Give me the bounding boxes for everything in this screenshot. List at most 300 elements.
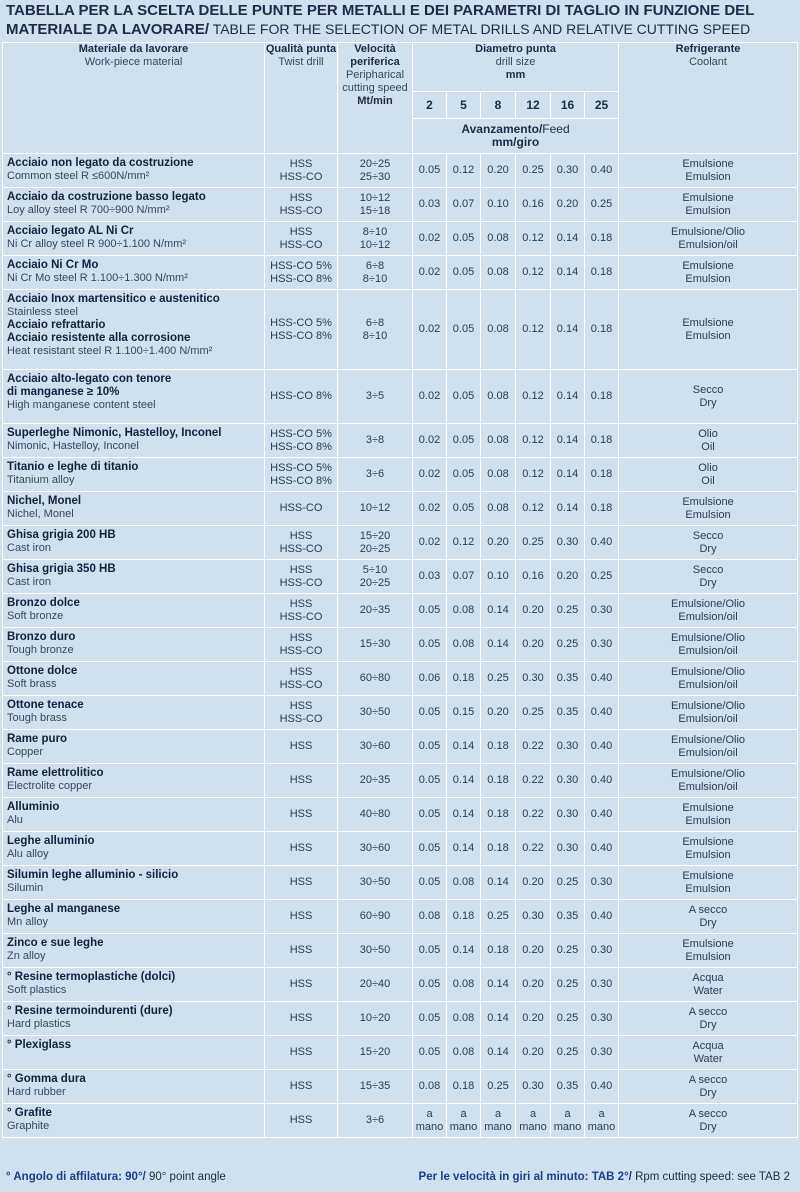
feed-cell: 0.30 (516, 900, 551, 934)
cell-text: 10÷12 (359, 502, 391, 514)
coolant-cell (619, 256, 798, 290)
cell-text: Emulsion (685, 272, 731, 285)
cell-text: Emulsione/Olio (671, 699, 746, 712)
cell-text: Secco (692, 383, 724, 396)
feed-cell: 0.05 (413, 154, 447, 188)
material-cell (3, 370, 265, 424)
cell-text: HSS (289, 808, 313, 820)
header-quality-en: Twist drill (278, 56, 324, 68)
cell-text: Emulsione (682, 801, 734, 814)
cell-text: Dry (699, 576, 717, 589)
cell-text: Olio (698, 461, 718, 474)
feed-cell: 0.18 (585, 424, 619, 458)
coolant-cell (619, 492, 798, 526)
cell-text: 20÷35 (359, 774, 391, 786)
cell-text: HSS (289, 191, 313, 204)
cell-text: 20÷35 (359, 604, 391, 616)
drill-quality-cell (265, 424, 338, 458)
material-cell (3, 256, 265, 290)
material-name: Silumin leghe alluminio - silicio (7, 869, 179, 881)
footer-right-bold: Per le velocità in giri al minuto: TAB 2°/ (418, 1171, 632, 1183)
feed-cell: 0.25 (551, 866, 585, 900)
cell-text: 25÷30 (359, 170, 391, 183)
cell-text: HSS-CO 8% (270, 440, 332, 453)
footer-left-en: 90° point angle (145, 1171, 226, 1183)
cell-text: Dry (699, 542, 717, 555)
feed-cell: 0.40 (585, 526, 619, 560)
cell-text: HSS-CO (279, 644, 323, 657)
cell-text: Emulsione/Olio (671, 631, 746, 644)
material-cell (3, 594, 265, 628)
feed-cell: 0.18 (585, 222, 619, 256)
cell-text: HSS (289, 597, 313, 610)
drill-quality-cell (265, 1070, 338, 1104)
material-cell (3, 1036, 265, 1070)
cell-text: 8÷10 (362, 272, 388, 285)
cell-text: Emulsion (685, 508, 731, 521)
cell-text: Emulsion (685, 329, 731, 342)
cutting-speed-cell (338, 696, 413, 730)
material-cell (3, 968, 265, 1002)
cell-text: HSS-CO 5% (270, 259, 332, 272)
material-name-en: Nichel, Monel (7, 508, 74, 520)
cell-text: Emulsion/oil (678, 678, 738, 691)
cutting-speed-cell (338, 764, 413, 798)
footer (4, 1168, 796, 1188)
cell-text: Emulsion (685, 882, 731, 895)
material-cell (3, 832, 265, 866)
material-cell (3, 424, 265, 458)
material-name: Zinco e sue leghe (7, 937, 104, 949)
feed-cell: 0.08 (481, 492, 516, 526)
material-name-en: Tough bronze (7, 644, 74, 656)
cell-text: 3÷6 (365, 468, 385, 480)
feed-cell: 0.05 (413, 594, 447, 628)
material-name: Rame puro (7, 733, 68, 745)
drill-quality-cell (265, 1104, 338, 1138)
table-row (3, 798, 798, 832)
feed-cell: 0.16 (516, 188, 551, 222)
material-cell (3, 458, 265, 492)
feed-cell: 0.20 (516, 628, 551, 662)
header-material (3, 43, 265, 154)
material-name-en: Copper (7, 746, 44, 758)
feed-cell: 0.18 (585, 370, 619, 424)
cutting-speed-cell (338, 968, 413, 1002)
material-cell (3, 730, 265, 764)
feed-cell: 0.14 (481, 1036, 516, 1070)
feed-cell: 0.30 (551, 526, 585, 560)
feed-cell: 0.14 (551, 222, 585, 256)
material-name: Nichel, Monel (7, 495, 82, 507)
feed-cell: 0.12 (516, 370, 551, 424)
drill-quality-cell (265, 934, 338, 968)
cell-text: 15÷18 (359, 204, 391, 217)
feed-cell: 0.12 (516, 290, 551, 370)
table-row (3, 256, 798, 290)
cell-text: HSS-CO (279, 542, 323, 555)
header-coolant-it: Refrigerante (675, 43, 741, 55)
feed-cell: 0.30 (516, 1070, 551, 1104)
feed-value: a mano (415, 1107, 444, 1133)
feed-cell: 0.08 (413, 900, 447, 934)
drill-quality-cell (265, 458, 338, 492)
material-name-en: Hard plastics (7, 1018, 71, 1030)
material-cell (3, 154, 265, 188)
table-row (3, 934, 798, 968)
cell-text: HSS (289, 876, 313, 888)
material-cell (3, 628, 265, 662)
material-name-en: Common steel R ≤600N/mm² (7, 170, 150, 182)
cell-text: Dry (699, 916, 717, 929)
cell-text: Emulsion/oil (678, 610, 738, 623)
feed-cell (447, 1104, 481, 1138)
feed-cell: 0.25 (551, 628, 585, 662)
material-name: Superleghe Nimonic, Hastelloy, Inconel (7, 427, 222, 439)
cell-text: HSS (289, 842, 313, 854)
feed-cell: 0.08 (447, 866, 481, 900)
material-cell (3, 1070, 265, 1104)
cell-text: 8÷10 (362, 329, 388, 342)
feed-cell: 0.18 (481, 730, 516, 764)
feed-cell: 0.14 (551, 370, 585, 424)
cell-text: HSS (289, 699, 313, 712)
cell-text: Emulsion/oil (678, 746, 738, 759)
cutting-speed-cell (338, 222, 413, 256)
cell-text: Emulsione (682, 157, 734, 170)
table-row (3, 764, 798, 798)
feed-cell: 0.05 (447, 290, 481, 370)
feed-cell (481, 1104, 516, 1138)
cutting-speed-cell (338, 628, 413, 662)
feed-cell: 0.12 (516, 256, 551, 290)
feed-cell: 0.08 (481, 370, 516, 424)
feed-cell: 0.18 (585, 290, 619, 370)
drill-quality-cell (265, 798, 338, 832)
cell-text: 3÷5 (365, 390, 385, 402)
cell-text: HSS-CO (279, 610, 323, 623)
feed-cell: 0.40 (585, 1070, 619, 1104)
cell-text: A secco (688, 1005, 728, 1018)
cell-text: 5÷10 (362, 563, 388, 576)
material-name: Ghisa grigia 200 HB (7, 529, 116, 541)
material-name: Acciaio Ni Cr Mo (7, 259, 99, 271)
material-name: Acciaio alto-legato con tenore (7, 373, 172, 385)
cell-text: HSS-CO (279, 678, 323, 691)
feed-cell: 0.25 (481, 662, 516, 696)
diameter-value: 12 (516, 92, 551, 119)
feed-cell: 0.30 (551, 764, 585, 798)
cell-text: HSS (289, 740, 313, 752)
feed-cell: 0.14 (481, 1002, 516, 1036)
feed-cell: 0.05 (413, 1036, 447, 1070)
material-name-en: Electrolite copper (7, 780, 92, 792)
feed-cell: 0.25 (551, 594, 585, 628)
material-name: Ottone dolce (7, 665, 78, 677)
cell-text: 3÷8 (365, 434, 385, 446)
cell-text: Emulsione (682, 869, 734, 882)
coolant-cell (619, 1002, 798, 1036)
material-cell (3, 934, 265, 968)
feed-cell: 0.05 (447, 222, 481, 256)
cell-text: 10÷20 (359, 1012, 391, 1024)
table-row (3, 560, 798, 594)
cell-text: 30÷50 (359, 876, 391, 888)
coolant-cell (619, 968, 798, 1002)
cell-text: Emulsion/oil (678, 712, 738, 725)
table-row (3, 154, 798, 188)
feed-cell: 0.35 (551, 662, 585, 696)
feed-cell: 0.10 (481, 188, 516, 222)
cell-text: Secco (692, 563, 724, 576)
cell-text: Emulsione (682, 835, 734, 848)
material-name: Acciaio legato AL Ni Cr (7, 225, 134, 237)
drill-quality-cell (265, 222, 338, 256)
table-row (3, 866, 798, 900)
material-name-en: Soft bronze (7, 610, 64, 622)
feed-cell: 0.08 (481, 290, 516, 370)
feed-cell: 0.18 (481, 798, 516, 832)
material-cell (3, 560, 265, 594)
cell-text: HSS (289, 944, 313, 956)
cell-text: HSS (289, 225, 313, 238)
header-coolant-en: Coolant (689, 56, 727, 68)
cell-text: HSS (289, 978, 313, 990)
material-name-en: Ni Cr Mo steel R 1.100÷1.300 N/mm² (7, 272, 188, 284)
drill-quality-cell (265, 628, 338, 662)
material-name-en: Alu alloy (7, 848, 49, 860)
material-name-en: Cast iron (7, 576, 52, 588)
coolant-cell (619, 934, 798, 968)
cell-text: HSS-CO 5% (270, 316, 332, 329)
material-name: ° Gomma dura (7, 1073, 86, 1085)
cell-text: HSS (289, 1114, 313, 1126)
feed-value: a mano (587, 1107, 616, 1133)
feed-cell: 0.40 (585, 696, 619, 730)
feed-value: a mano (449, 1107, 478, 1133)
feed-cell: 0.35 (551, 900, 585, 934)
feed-cell: 0.25 (481, 900, 516, 934)
feed-cell: 0.30 (585, 1002, 619, 1036)
cutting-speed-cell (338, 492, 413, 526)
feed-cell: 0.18 (585, 492, 619, 526)
feed-cell: 0.16 (516, 560, 551, 594)
cell-text: 15÷20 (359, 529, 391, 542)
feed-cell: 0.30 (516, 662, 551, 696)
feed-cell: 0.18 (447, 662, 481, 696)
cell-text: Emulsione/Olio (671, 767, 746, 780)
coolant-cell (619, 526, 798, 560)
feed-cell: 0.20 (481, 154, 516, 188)
feed-cell: 0.25 (551, 934, 585, 968)
cell-text: Emulsion (685, 950, 731, 963)
material-cell (3, 1002, 265, 1036)
cell-text: Emulsione/Olio (671, 665, 746, 678)
header-feed (413, 119, 619, 154)
material-name: Ghisa grigia 350 HB (7, 563, 116, 575)
header-coolant (619, 43, 798, 154)
cell-text: Water (693, 1052, 723, 1065)
cell-text: HSS-CO 5% (270, 427, 332, 440)
feed-cell: 0.14 (481, 866, 516, 900)
feed-cell: 0.25 (481, 1070, 516, 1104)
table-row (3, 594, 798, 628)
feed-cell: 0.35 (551, 696, 585, 730)
feed-cell: 0.30 (585, 968, 619, 1002)
feed-cell: 0.08 (481, 458, 516, 492)
diameter-value: 25 (585, 92, 619, 119)
cell-text: 15÷20 (359, 1046, 391, 1058)
material-name: Acciaio non legato da costruzione (7, 157, 194, 169)
feed-cell: 0.05 (413, 730, 447, 764)
feed-cell: 0.05 (413, 832, 447, 866)
cell-text: 20÷25 (359, 576, 391, 589)
material-name-en: Graphite (7, 1120, 50, 1132)
coolant-cell (619, 594, 798, 628)
cell-text: Dry (699, 396, 717, 409)
cell-text: HSS-CO 8% (270, 272, 332, 285)
feed-cell: 0.05 (413, 866, 447, 900)
coolant-cell (619, 798, 798, 832)
feed-cell: 0.40 (585, 730, 619, 764)
table-row (3, 424, 798, 458)
header-feed-unit: mm/giro (491, 135, 540, 149)
header-quality (265, 43, 338, 154)
feed-cell: 0.20 (551, 560, 585, 594)
material-cell (3, 764, 265, 798)
coolant-cell (619, 1036, 798, 1070)
feed-cell: 0.40 (585, 798, 619, 832)
header-speed-en: Peripharical cutting speed (342, 69, 408, 94)
cell-text: HSS-CO 8% (270, 390, 332, 402)
material-name-en: Stainless steel (7, 306, 78, 318)
coolant-cell (619, 222, 798, 256)
header-speed (338, 43, 413, 154)
drill-quality-cell (265, 492, 338, 526)
material-name: Ottone tenace (7, 699, 84, 711)
material-name-en: Cast iron (7, 542, 52, 554)
feed-cell: 0.30 (585, 594, 619, 628)
material-cell (3, 1104, 265, 1138)
drill-quality-cell (265, 526, 338, 560)
feed-cell: 0.30 (585, 934, 619, 968)
feed-cell: 0.08 (447, 594, 481, 628)
cutting-speed-cell (338, 154, 413, 188)
cutting-speed-cell (338, 1002, 413, 1036)
coolant-cell (619, 560, 798, 594)
cell-text: 15÷30 (359, 638, 391, 650)
diameter-value: 16 (551, 92, 585, 119)
drill-quality-cell (265, 730, 338, 764)
coolant-cell (619, 696, 798, 730)
material-name-en: Soft brass (7, 678, 57, 690)
cell-text: Secco (692, 529, 724, 542)
feed-cell: 0.02 (413, 492, 447, 526)
feed-cell: 0.14 (551, 424, 585, 458)
cell-text: 40÷80 (359, 808, 391, 820)
feed-cell: 0.25 (585, 560, 619, 594)
page-title (6, 2, 798, 39)
feed-cell: 0.25 (516, 154, 551, 188)
feed-cell: 0.02 (413, 424, 447, 458)
feed-cell: 0.05 (447, 256, 481, 290)
feed-cell: 0.02 (413, 222, 447, 256)
feed-cell: 0.14 (551, 458, 585, 492)
cell-text: Water (693, 984, 723, 997)
material-name: Bronzo duro (7, 631, 76, 643)
feed-cell: 0.05 (413, 628, 447, 662)
material-name-en: Mn alloy (7, 916, 48, 928)
footer-point-angle (6, 1168, 226, 1186)
feed-cell: 0.20 (481, 526, 516, 560)
feed-cell: 0.07 (447, 560, 481, 594)
drill-quality-cell (265, 154, 338, 188)
material-cell (3, 798, 265, 832)
feed-cell: 0.20 (516, 1036, 551, 1070)
feed-cell (413, 1104, 447, 1138)
feed-cell: 0.40 (585, 764, 619, 798)
drill-quality-cell (265, 866, 338, 900)
feed-cell: 0.40 (585, 832, 619, 866)
cell-text: Oil (701, 474, 715, 487)
material-name: Rame elettrolitico (7, 767, 104, 779)
feed-cell: 0.08 (481, 256, 516, 290)
feed-cell: 0.05 (413, 1002, 447, 1036)
coolant-cell (619, 832, 798, 866)
drill-quality-cell (265, 900, 338, 934)
cell-text: Emulsione (682, 937, 734, 950)
coolant-cell (619, 154, 798, 188)
coolant-cell (619, 1070, 798, 1104)
feed-cell (551, 1104, 585, 1138)
diameter-value: 2 (413, 92, 447, 119)
feed-value: a mano (519, 1107, 547, 1133)
feed-value: a mano (484, 1107, 512, 1133)
feed-cell: 0.02 (413, 458, 447, 492)
feed-cell: 0.05 (413, 696, 447, 730)
feed-cell: 0.25 (551, 1002, 585, 1036)
feed-cell: 0.03 (413, 560, 447, 594)
cell-text: 60÷80 (359, 672, 391, 684)
cell-text: Emulsione (682, 191, 734, 204)
cutting-speed-cell (338, 662, 413, 696)
cell-text: HSS (289, 563, 313, 576)
feed-cell: 0.06 (413, 662, 447, 696)
feed-cell: 0.07 (447, 188, 481, 222)
feed-cell: 0.14 (447, 730, 481, 764)
cell-text: HSS-CO (279, 576, 323, 589)
material-name: Acciaio resistente alla corrosione (7, 332, 191, 344)
table-row (3, 492, 798, 526)
table-body (3, 154, 798, 1138)
feed-cell: 0.30 (551, 154, 585, 188)
material-name: Acciaio Inox martensitico e austenitico (7, 293, 220, 305)
feed-cell: 0.12 (447, 526, 481, 560)
cell-text: HSS-CO 5% (270, 461, 332, 474)
cutting-speed-cell (338, 730, 413, 764)
feed-cell: 0.14 (481, 628, 516, 662)
feed-cell: 0.40 (585, 154, 619, 188)
feed-cell: 0.10 (481, 560, 516, 594)
feed-cell: 0.30 (551, 798, 585, 832)
material-name: Acciaio da costruzione basso legato (7, 191, 206, 203)
material-name-en: Titanium alloy (7, 474, 75, 486)
feed-cell: 0.25 (516, 696, 551, 730)
header-diameter-unit: mm (505, 69, 526, 81)
cell-text: HSS (289, 529, 313, 542)
cutting-speed-cell (338, 188, 413, 222)
feed-cell: 0.14 (447, 764, 481, 798)
